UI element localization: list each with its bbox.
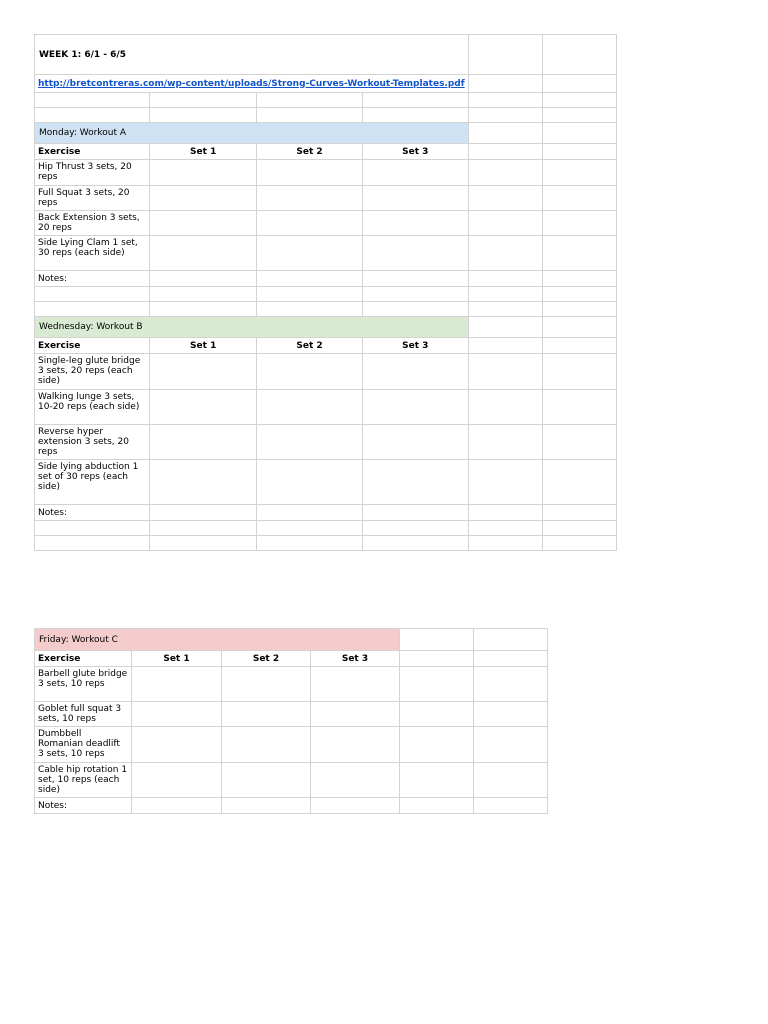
cell[interactable] — [468, 35, 542, 75]
set-entry[interactable] — [222, 667, 311, 702]
set-entry[interactable] — [362, 236, 468, 271]
set-entry[interactable] — [257, 354, 363, 390]
source-link[interactable]: http://bretcontreras.com/wp-content/uploads/Strong-Curves-Workout-Templates.pdf — [35, 75, 469, 93]
set-entry[interactable] — [132, 667, 222, 702]
exercise-name: Reverse hyper extension 3 sets, 20 reps — [35, 425, 150, 460]
exercise-name: Goblet full squat 3 sets, 10 reps — [35, 702, 132, 727]
set-entry[interactable] — [222, 727, 311, 763]
wednesday-header: Wednesday: Workout B — [35, 317, 469, 338]
exercise-name: Hip Thrust 3 sets, 20 reps — [35, 160, 150, 186]
set2-column-header: Set 2 — [257, 338, 363, 354]
set-entry[interactable] — [150, 460, 257, 505]
set-entry[interactable] — [257, 236, 363, 271]
set-entry[interactable] — [132, 702, 222, 727]
set-entry[interactable] — [362, 160, 468, 186]
notes-label: Notes: — [35, 271, 150, 287]
set-entry[interactable] — [150, 354, 257, 390]
monday-header: Monday: Workout A — [35, 123, 469, 144]
set-entry[interactable] — [132, 727, 222, 763]
set-entry[interactable] — [311, 702, 400, 727]
set1-column-header: Set 1 — [132, 651, 222, 667]
set-entry[interactable] — [257, 186, 363, 211]
set-entry[interactable] — [257, 460, 363, 505]
set-entry[interactable] — [150, 390, 257, 425]
exercise-name: Walking lunge 3 sets, 10-20 reps (each side) — [35, 390, 150, 425]
sheet-top — [34, 34, 617, 551]
set-entry[interactable] — [150, 211, 257, 236]
set1-column-header: Set 1 — [150, 144, 257, 160]
friday-header: Friday: Workout C — [35, 629, 400, 651]
set-entry[interactable] — [257, 211, 363, 236]
page-title: WEEK 1: 6/1 - 6/5 — [35, 35, 469, 75]
exercise-name: Single-leg glute bridge 3 sets, 20 reps (each side) — [35, 354, 150, 390]
cell[interactable] — [542, 35, 616, 75]
exercise-name: Side lying abduction 1 set of 30 reps (each side) — [35, 460, 150, 505]
sheet-friday — [34, 628, 548, 814]
set-entry[interactable] — [311, 727, 400, 763]
set-entry[interactable] — [257, 390, 363, 425]
set2-column-header: Set 2 — [222, 651, 311, 667]
set-entry[interactable] — [222, 763, 311, 798]
exercise-column-header: Exercise — [35, 338, 150, 354]
exercise-name: Side Lying Clam 1 set, 30 reps (each side) — [35, 236, 150, 271]
set-entry[interactable] — [150, 160, 257, 186]
set-entry[interactable] — [222, 702, 311, 727]
notes-label: Notes: — [35, 798, 132, 814]
set-entry[interactable] — [257, 425, 363, 460]
cell[interactable] — [542, 75, 616, 93]
exercise-name: Full Squat 3 sets, 20 reps — [35, 186, 150, 211]
set-entry[interactable] — [150, 186, 257, 211]
exercise-name: Cable hip rotation 1 set, 10 reps (each side) — [35, 763, 132, 798]
set-entry[interactable] — [150, 425, 257, 460]
cell[interactable] — [468, 75, 542, 93]
set-entry[interactable] — [311, 763, 400, 798]
set2-column-header: Set 2 — [257, 144, 363, 160]
set-entry[interactable] — [132, 763, 222, 798]
set-entry[interactable] — [362, 425, 468, 460]
exercise-name: Barbell glute bridge 3 sets, 10 reps — [35, 667, 132, 702]
notes-label: Notes: — [35, 505, 150, 521]
set-entry[interactable] — [150, 236, 257, 271]
exercise-column-header: Exercise — [35, 144, 150, 160]
exercise-name: Dumbbell Romanian deadlift 3 sets, 10 reps — [35, 727, 132, 763]
set-entry[interactable] — [311, 667, 400, 702]
set-entry[interactable] — [362, 186, 468, 211]
set3-column-header: Set 3 — [311, 651, 400, 667]
set-entry[interactable] — [257, 160, 363, 186]
set-entry[interactable] — [362, 460, 468, 505]
set1-column-header: Set 1 — [150, 338, 257, 354]
set-entry[interactable] — [362, 390, 468, 425]
set3-column-header: Set 3 — [362, 144, 468, 160]
exercise-column-header: Exercise — [35, 651, 132, 667]
exercise-name: Back Extension 3 sets, 20 reps — [35, 211, 150, 236]
set-entry[interactable] — [362, 211, 468, 236]
set-entry[interactable] — [362, 354, 468, 390]
set3-column-header: Set 3 — [362, 338, 468, 354]
